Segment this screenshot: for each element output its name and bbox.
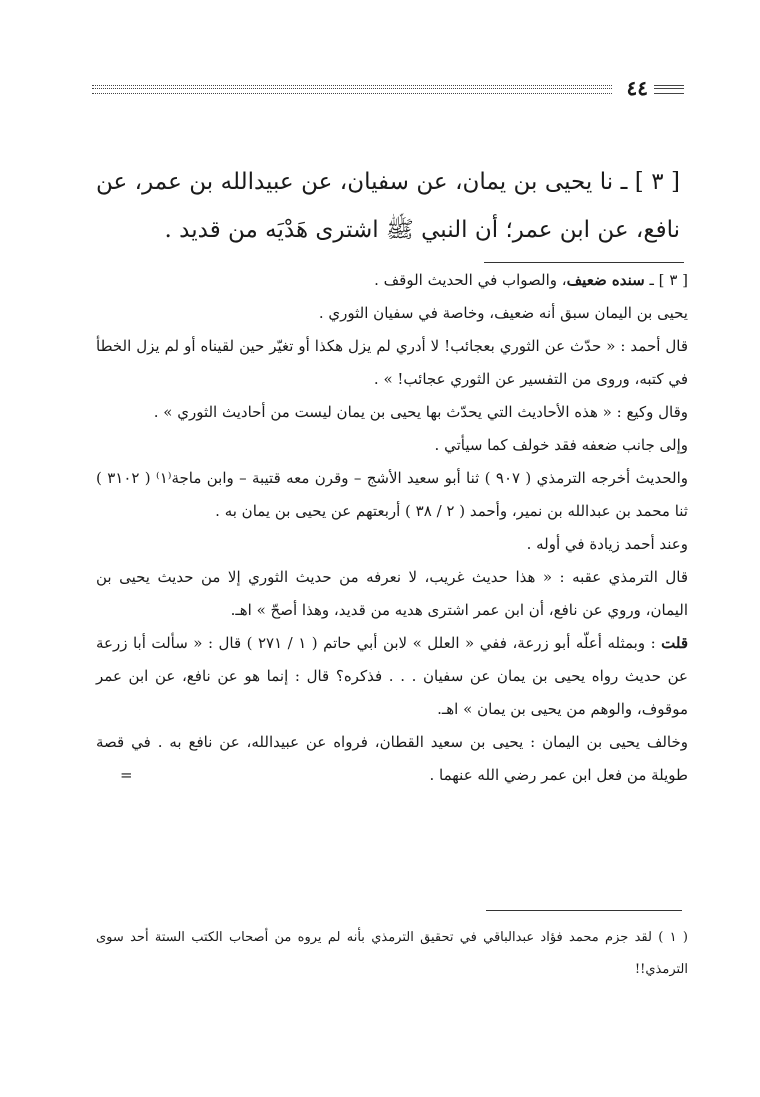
commentary-p4: وقال وكيع : « هذه الأحاديث التي يحدّث بها يحيى بن يمان ليست من أحاديث الثوري » . [153, 403, 688, 421]
note-number: [ ٣ ] ـ [649, 271, 688, 289]
header-rule-left [92, 85, 612, 94]
page-header [92, 76, 684, 104]
commentary-p9-text: : وبمثله أعلّه أبو زرعة، ففي « العلل » لابن أبي حاتم ( ١ / ٢٧١ ) قال : « سألت أبا زرعة عن حديث رواه يحيى بن يمان عن سفيان . . . فذكره؟ قال : إنما هو عن نافع، عن ابن عمر موقوف، والوهم من يحيى بن يمان » اهـ. [96, 634, 688, 718]
commentary-p1-text: ، والصواب في الحديث الوقف . [374, 271, 567, 289]
footnote [96, 922, 688, 986]
text-separator [484, 262, 684, 263]
commentary [96, 264, 688, 792]
continuation-mark: = [120, 766, 133, 784]
commentary-p5: وإلى جانب ضعفه فقد خولف كما سيأتي . [434, 436, 688, 454]
commentary-p1 [96, 264, 688, 297]
commentary-p2: يحيى بن اليمان سبق أنه ضعيف، وخاصة في سفيان الثوري . [318, 304, 688, 322]
hadith-text: [ ٣ ] ـ نا يحيى بن يمان، عن سفيان، عن عبيدالله بن عمر، عن نافع، عن ابن عمر؛ أن النبي ﷺ اشترى هَدْيَه من قديد . [96, 169, 680, 243]
commentary-p8: قال الترمذي عقبه : « هذا حديث غريب، لا نعرفه من حديث الثوري إلا من حديث يحيى بن اليمان، وروي عن نافع، أن ابن عمر اشترى هديه من قديد، وهذا أصحّ » اهـ. [96, 568, 688, 619]
commentary-p3: قال أحمد : « حدّث عن الثوري بعجائب! لا أدري لم يزل هكذا أو تغيّر حين لقيناه أو لم يزل الخطأ في كتبه، وروى من التفسير عن الثوري عجائب! » . [96, 337, 688, 388]
verdict: سنده ضعيف [566, 271, 645, 289]
commentary-p6: والحديث أخرجه الترمذي ( ٩٠٧ ) ثنا أبو سعيد الأشج – وقرن معه قتيبة – وابن ماجة⁽١⁾ ( ٣١٠٢ ) ثنا محمد بن عبدالله بن نمير، وأحمد ( ٢ / ٣٨ ) أربعتهم عن يحيى بن يمان به . [96, 469, 689, 520]
qultu-label: قلت [661, 634, 689, 652]
header-rule-right [654, 85, 684, 94]
commentary-p10 [96, 726, 688, 792]
commentary-p10-text: وخالف يحيى بن اليمان : يحيى بن سعيد القطان، فرواه عن عبيدالله، عن نافع به . في قصة طويلة من فعل ابن عمر رضي الله عنهما . [96, 733, 688, 784]
commentary-p9 [96, 627, 688, 726]
footnote-separator [486, 910, 682, 911]
commentary-p7: وعند أحمد زيادة في أوله . [526, 535, 688, 553]
footnote-text: ( ١ ) لقد جزم محمد فؤاد عبدالباقي في تحقيق الترمذي بأنه لم يروه من أصحاب الكتب الستة أحد سوى الترمذي!! [96, 930, 688, 977]
page-number: ٤٤ [626, 76, 648, 100]
